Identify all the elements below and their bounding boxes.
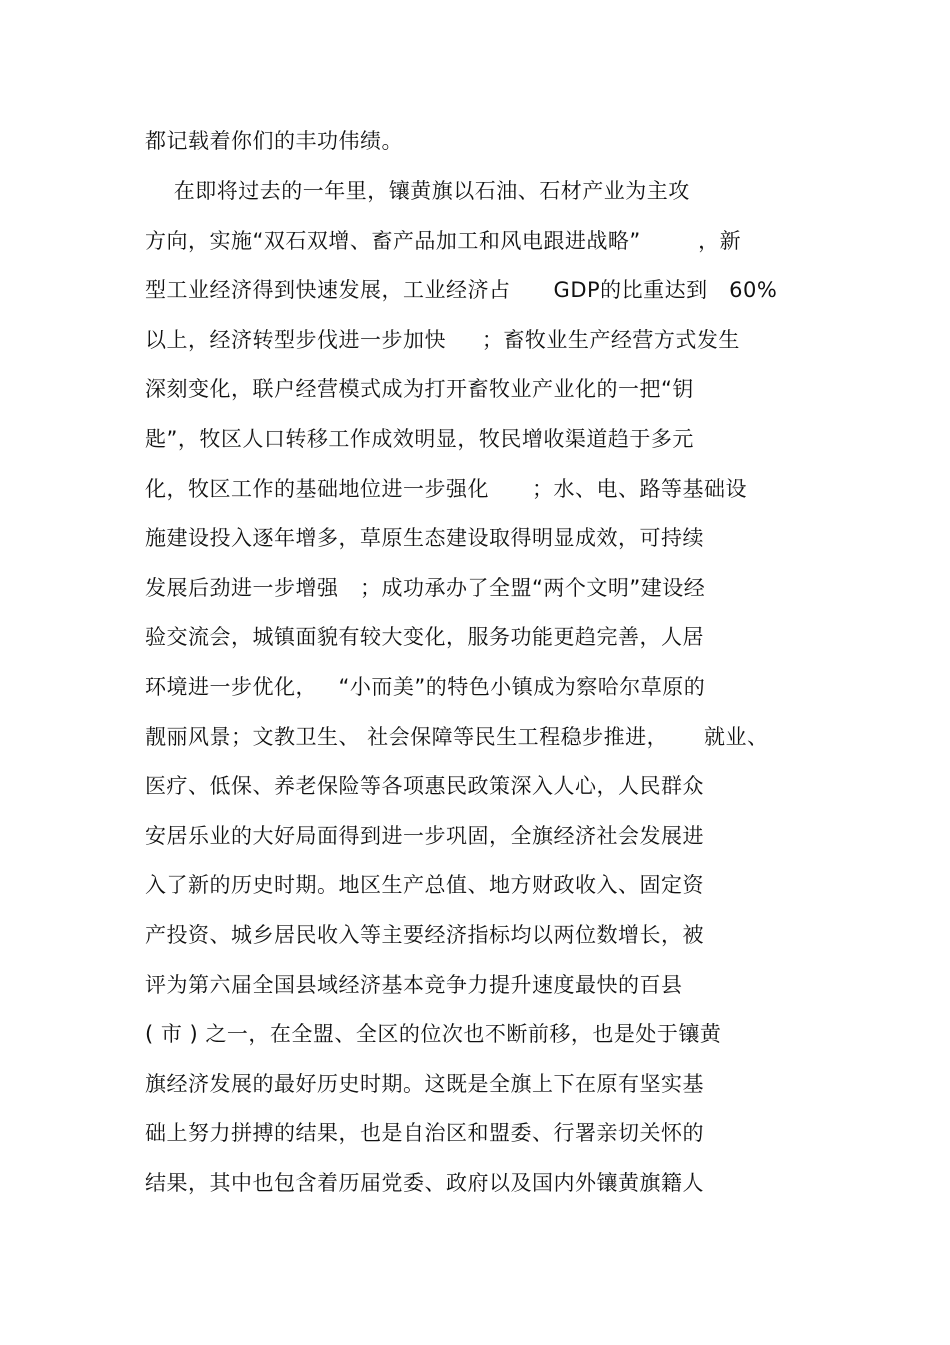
text-line: 验交流会，城镇面貌有较大变化，服务功能更趋完善，人居 (145, 625, 704, 649)
text-line: 结果，其中也包含着历届党委、政府以及国内外镶黄旗籍人 (145, 1171, 704, 1195)
text-line: 方向，实施“双石双增、畜产品加工和风电跟进战略” ，新 (145, 229, 742, 253)
text-line: 产投资、城乡居民收入等主要经济指标均以两位数增长，被 (145, 923, 704, 947)
text-line: 在即将过去的一年里，镶黄旗以石油、石材产业为主攻 (145, 179, 690, 203)
text-line: 型工业经济得到快速发展，工业经济占 GDP的比重达到 60% (145, 278, 778, 302)
text-line: 匙”，牧区人口转移工作成效明显，牧民增收渠道趋于多元 (145, 427, 694, 451)
text-line: 入了新的历史时期。地区生产总值、地方财政收入、固定资 (145, 873, 704, 897)
text-line: 旗经济发展的最好历史时期。这既是全旗上下在原有坚实基 (145, 1072, 704, 1096)
text-line: ( 市 ) 之一，在全盟、全区的位次也不断前移，也是处于镶黄 (145, 1022, 722, 1046)
text-line: 医疗、低保、养老保险等各项惠民政策深入人心，人民群众 (145, 774, 704, 798)
text-line: 化，牧区工作的基础地位进一步强化 ；水、电、路等基础设 (145, 477, 748, 501)
text-line: 环境进一步优化， “小而美”的特色小镇成为察哈尔草原的 (145, 675, 706, 699)
text-line: 发展后劲进一步增强 ；成功承办了全盟“两个文明”建设经 (145, 576, 706, 600)
text-line: 安居乐业的大好局面得到进一步巩固，全旗经济社会发展进 (145, 824, 704, 848)
text-line: 靓丽风景；文教卫生、 社会保障等民生工程稳步推进， 就业、 (145, 725, 769, 749)
text-line: 都记载着你们的丰功伟绩。 (145, 129, 403, 153)
text-line: 础上努力拼搏的结果，也是自治区和盟委、行署亲切关怀的 (145, 1121, 704, 1145)
text-line: 深刻变化，联户经营模式成为打开畜牧业产业化的一把“钥 (145, 377, 694, 401)
text-line: 以上，经济转型步伐进一步加快 ；畜牧业生产经营方式发生 (145, 328, 740, 352)
text-line: 施建设投入逐年增多，草原生态建设取得明显成效，可持续 (145, 526, 704, 550)
text-line: 评为第六届全国县域经济基本竞争力提升速度最快的百县 (145, 973, 683, 997)
